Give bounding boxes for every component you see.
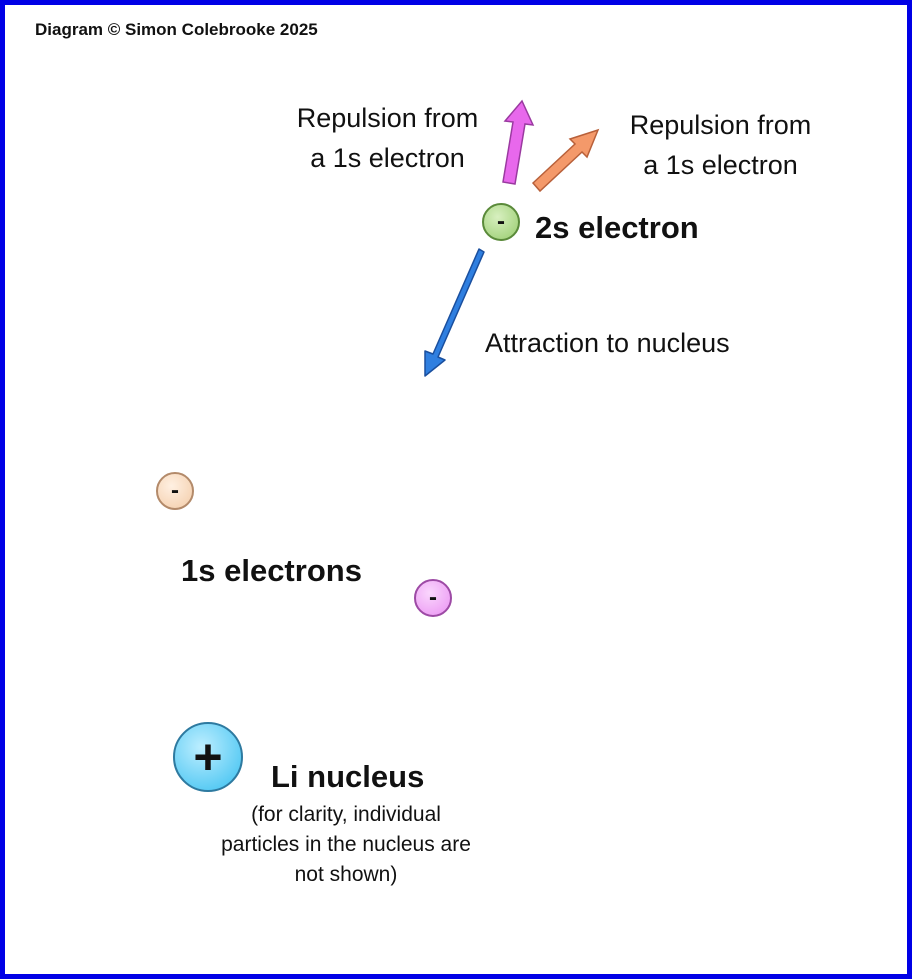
electron-1s-b: - bbox=[414, 579, 452, 617]
repulsion-arrow-pink bbox=[503, 101, 533, 184]
electrons-1s-label: 1s electrons bbox=[181, 553, 362, 588]
li-nucleus: + bbox=[173, 722, 243, 792]
repulsion-arrow-orange bbox=[533, 130, 598, 191]
nucleus-note: (for clarity, individual particles in the nucleus are not shown) bbox=[221, 803, 471, 886]
electron-1s-a: - bbox=[156, 472, 194, 510]
repulsion-label-2-line-2: a 1s electron bbox=[643, 150, 798, 180]
electron-2s-label: 2s electron bbox=[535, 210, 699, 245]
nucleus-label: Li nucleus bbox=[271, 759, 425, 794]
repulsion-label-2-line-1: Repulsion from bbox=[629, 110, 812, 140]
attraction-arrow bbox=[425, 249, 484, 376]
repulsion-label-1-line-2: a 1s electron bbox=[310, 143, 465, 173]
attraction-label: Attraction to nucleus bbox=[485, 328, 730, 358]
copyright-notice: Diagram © Simon Colebrooke 2025 bbox=[35, 20, 318, 39]
repulsion-label-1-line-1: Repulsion from bbox=[296, 103, 479, 133]
repulsion-label-2 bbox=[608, 105, 833, 185]
electron-2s: - bbox=[482, 203, 520, 241]
repulsion-label-1 bbox=[275, 98, 500, 178]
